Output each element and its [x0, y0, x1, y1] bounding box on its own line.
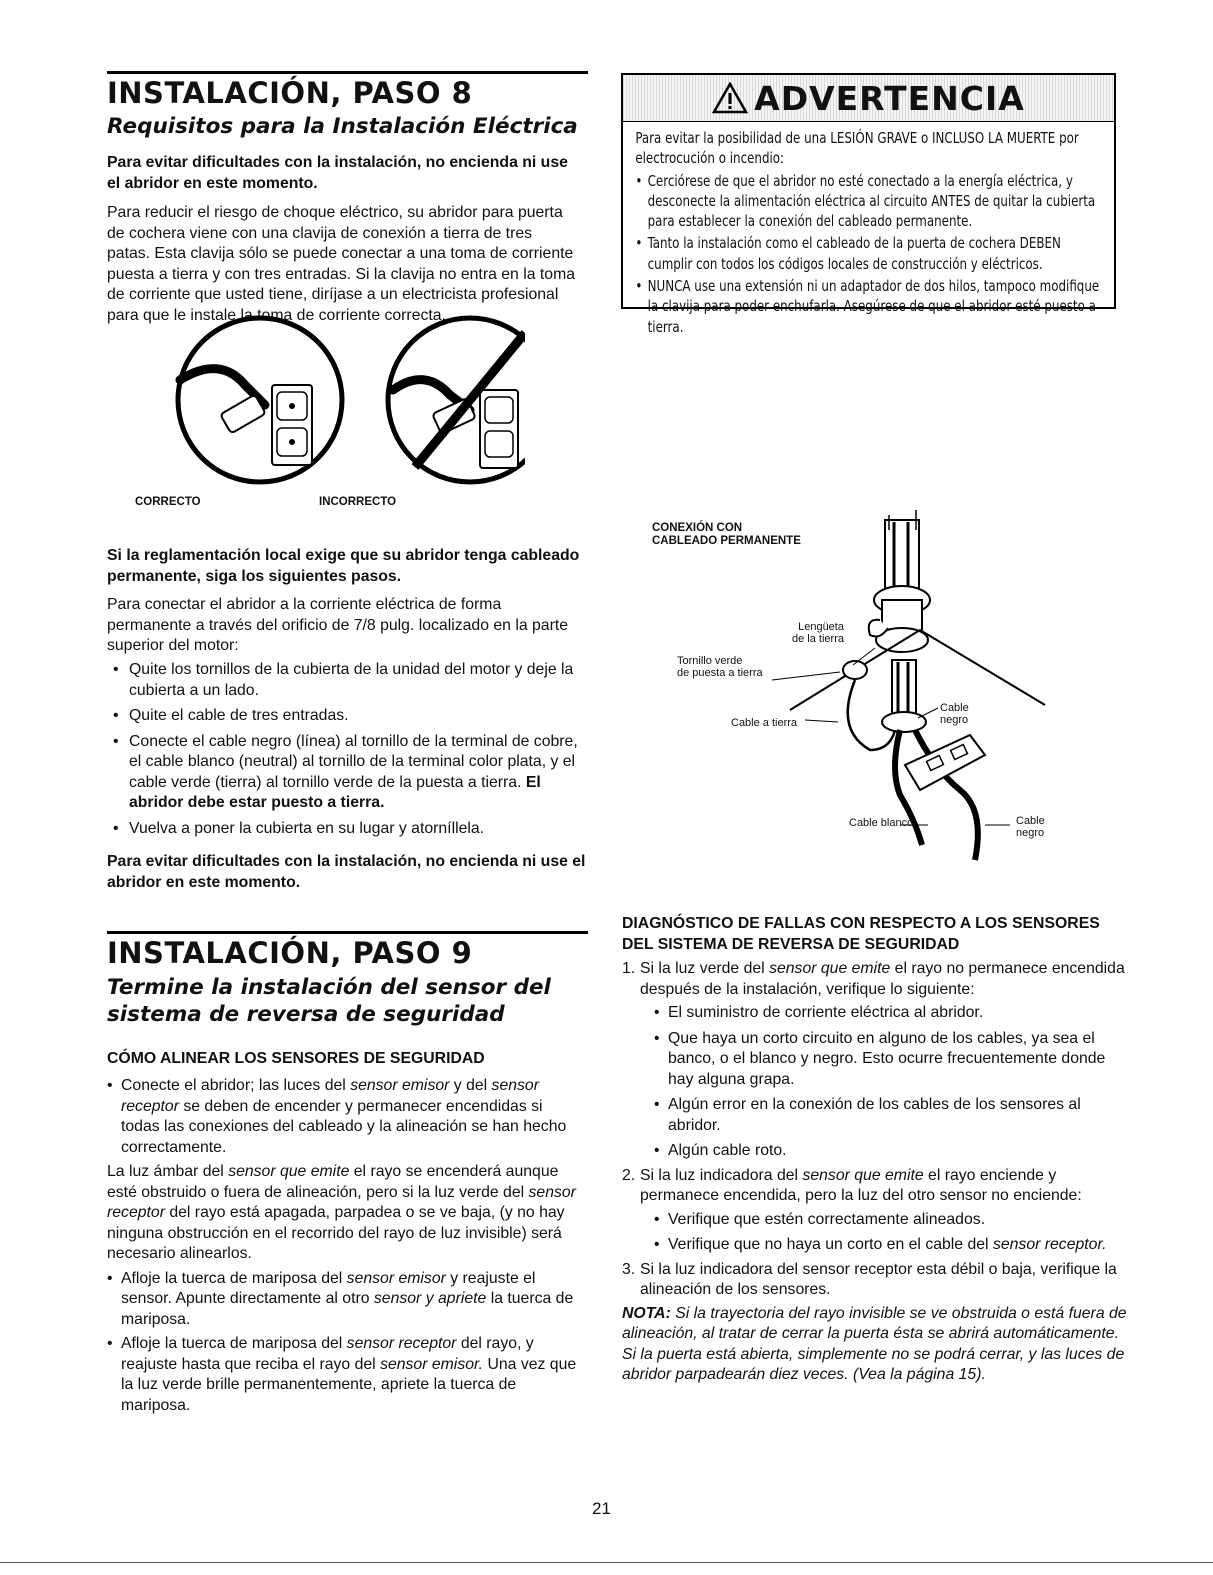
diag-note: [622, 1304, 1127, 1386]
wiring-diagram: [660, 500, 1060, 870]
diag-sub-4: • Algún cable roto.: [654, 1141, 1127, 1162]
align-paragraph: [107, 1162, 585, 1265]
label-cable-negro-bottom-line2: negro: [1016, 827, 1045, 839]
label-cable-tierra: Cable a tierra: [731, 717, 798, 729]
warning-triangle-icon: [712, 82, 748, 114]
align-bullet-1: [107, 1076, 585, 1158]
step9-subtitle: [107, 974, 587, 1028]
plug-incorrect-label: INCORRECTO: [319, 496, 397, 508]
label-lengueta-line1: Lengüeta: [798, 621, 844, 633]
diag-item-2-subs: [622, 1210, 1127, 1256]
step8-bullet-3-bold: El abridor debe estar puesto a tierra.: [129, 773, 541, 811]
step8-bold-intro: Para evitar dificultades con la instalación, no encienda ni use el abridor en este momento.: [107, 154, 568, 192]
step8-para1: Para reducir el riesgo de choque eléctrico, su abridor para puerta de cochera viene con una clavija de conexión a tierra de tres patas. Esta clavija sólo se puede conectar a una toma de corriente puesta a tierra y con tres entradas. Si la clavija no entra en la toma de corriente que usted tiene, diríjase a un electricista profesional para que le instale la toma de corriente correcta.: [107, 204, 576, 324]
diag-item-2-text-b: el rayo enciende y permanece encendida, pero la luz del otro sensor no enciende:: [640, 1166, 1082, 1204]
align-b3-italic-1: sensor receptor: [346, 1335, 457, 1352]
diag-item-1: [622, 959, 1127, 1000]
align-b3-text-b: del rayo, y reajuste hasta que reciba el rayo del: [121, 1335, 534, 1373]
step8-bullet-2: • Quite el cable de tres entradas.: [107, 706, 587, 727]
step8-bullet-3-text: Conecte el cable negro (línea) al tornillo de la terminal de cobre, el cable blanco (neutral) al tornillo de la terminal color plata, y el cable verde (tierra) al tornillo verde de la puesta a tierra.: [129, 732, 578, 791]
label-tornillo-line2: de puesta a tierra: [677, 667, 763, 679]
warning-title: ADVERTENCIA: [754, 78, 1025, 118]
step8-bullet-3: [107, 732, 587, 814]
label-tornillo-line1: Tornillo verde: [677, 655, 743, 667]
step8-para2: Para conectar el abridor a la corriente eléctrica de forma permanente a través del orificio de 7/8 pulg. localizado en la parte superior del motor:: [107, 596, 569, 654]
align-b2-italic-1: sensor emisor: [346, 1269, 446, 1287]
diag-item-3-number: 3.: [622, 1260, 636, 1278]
warning-body: [623, 122, 1109, 337]
diag-sub-5: • Verifique que estén correctamente alineados.: [654, 1210, 1127, 1231]
step8-subtitle: Requisitos para la Instalación Eléctrica: [107, 114, 578, 139]
step9-subtitle-line1: Termine la instalación del sensor del: [107, 975, 551, 1000]
correct-plug-figure: [178, 318, 342, 482]
align-heading: CÓMO ALINEAR LOS SENSORES DE SEGURIDAD: [107, 1050, 485, 1067]
plug-illustration: [125, 285, 525, 525]
diag-item-3: [622, 1260, 1127, 1301]
step9-subtitle-line2: sistema de reversa de seguridad: [107, 1002, 505, 1027]
align-p-italic-2: sensor receptor: [107, 1183, 576, 1221]
align-b2-text-a: Afloje la tuerca de mariposa del: [121, 1269, 347, 1287]
wiring-title-line2: CABLEADO PERMANENTE: [652, 535, 801, 547]
align-b2-text-b: y reajuste el sensor. Apunte directamente al otro: [121, 1269, 536, 1307]
warning-item-2: • Tanto la instalación como el cableado de la puerta de cochera DEBEN cumplir con todos los códigos locales de construcción y eléctricos.: [635, 233, 1100, 274]
diag-sub-3: • Algún error en la conexión de los cables de los sensores al abridor.: [654, 1095, 1127, 1136]
align-p-text-a: La luz ámbar del: [107, 1163, 229, 1180]
align-b3-text-c: Una vez que la luz verde brille permanentemente, apriete la tuerca de mariposa.: [121, 1355, 577, 1414]
diag-sub-1: • El suministro de corriente eléctrica al abridor.: [654, 1003, 1127, 1024]
diag-item-1-text-b: el rayo no permanece encendida después de la instalación, verifique lo siguiente:: [640, 960, 1125, 998]
wiring-title: [652, 522, 801, 548]
diag-item-1-subs: [622, 1003, 1127, 1162]
label-cable-negro-bottom-line1: Cable: [1016, 815, 1045, 827]
warning-box: [621, 73, 1116, 336]
step8-bullet-1: • Quite los tornillos de la cubierta de la unidad del motor y deje la cubierta a un lado.: [107, 660, 587, 701]
step8-bullet-4: • Vuelva a poner la cubierta en su lugar y atorníllela.: [107, 819, 587, 840]
align-b2-text-c: la tuerca de mariposa.: [121, 1290, 574, 1328]
warning-item-1: • Cerciórese de que el abridor no esté conectado a la energía eléctrica, y desconecte la alimentación eléctrica al circuito ANTES de quitar la cubierta para establecer la conexión del cableado permanente.: [635, 171, 1100, 232]
align-b1-italic-1: sensor emisor: [350, 1077, 450, 1094]
bottom-rule: [0, 1562, 1213, 1563]
diagnostics-list: [622, 959, 1127, 1386]
align-bullet-3: [107, 1334, 585, 1416]
step9-body: [107, 1076, 585, 1416]
diag-sub-6-text: Verifique que no haya un corto en el cable del: [668, 1236, 993, 1253]
diag-item-3-text: Si la luz indicadora del sensor receptor esta débil o baja, verifique la alineación de los sensores.: [640, 1260, 1117, 1298]
diag-item-2: [622, 1166, 1127, 1207]
align-b1-text-c: se deben de encender y permanecer encendidas si todas las conexiones del cableado y la alineación se han hecho correctamente.: [121, 1097, 567, 1156]
label-cable-negro-top-line1: Cable: [940, 702, 969, 714]
diag-item-1-italic: sensor que emite: [769, 960, 891, 977]
align-p-text-b: el rayo se encenderá aunque esté obstruido o fuera de alineación, pero si la luz verde del: [107, 1163, 559, 1201]
diag-sub-6-italic: sensor receptor.: [992, 1236, 1107, 1253]
align-b1-italic-2: sensor receptor: [121, 1077, 539, 1115]
align-bullet-2: [107, 1269, 585, 1331]
step8-title: INSTALACIÓN, PASO 8: [107, 76, 473, 110]
label-cable-negro-top-line2: negro: [940, 714, 969, 726]
diagnostics-heading: DIAGNÓSTICO DE FALLAS CON RESPECTO A LOS SENSORES DEL SISTEMA DE REVERSA DE SEGURIDAD: [622, 915, 1100, 953]
diag-sub-2: • Que haya un corto circuito en alguno de los cables, ya sea el banco, o el blanco y negro. Esto ocurre frecuentemente donde hay alguna grapa.: [654, 1029, 1127, 1091]
plug-correct-label: CORRECTO: [135, 496, 201, 508]
incorrect-plug-figure: [388, 318, 525, 482]
diag-item-2-number: 2.: [622, 1166, 636, 1184]
diag-sub-6: [654, 1235, 1127, 1256]
label-tornillo: [677, 655, 763, 679]
step9-top-rule: [107, 931, 588, 934]
page-number: 21: [592, 1499, 611, 1518]
diag-item-1-text-a: Si la luz verde del: [640, 960, 770, 977]
step8-bold-outro: Para evitar dificultades con la instalación, no encienda ni use el abridor en este momento.: [107, 853, 586, 891]
align-b1-text-a: Conecte el abridor; las luces del: [121, 1077, 351, 1094]
label-lengueta: [792, 621, 844, 645]
warning-intro: Para evitar la posibilidad de una LESIÓN GRAVE o INCLUSO LA MUERTE por electrocución o incendio:: [635, 129, 1079, 168]
step8-bold-permanent: Si la reglamentación local exige que su abridor tenga cableado permanente, siga los siguientes pasos.: [107, 547, 580, 585]
align-p-text-c: del rayo está apagada, parpadea o se ve baja, (y no hay ninguna obstrucción en el recorrido del rayo de luz invisible) será necesario alinearlos.: [107, 1204, 565, 1262]
label-lengueta-line2: de la tierra: [792, 633, 844, 645]
step9-title: INSTALACIÓN, PASO 9: [107, 936, 473, 970]
align-p-italic-1: sensor que emite: [228, 1163, 350, 1180]
diag-item-1-number: 1.: [622, 960, 636, 977]
diag-item-2-text-a: Si la luz indicadora del: [640, 1166, 803, 1184]
align-b3-italic-2: sensor emisor.: [380, 1355, 484, 1373]
align-b1-text-b: y del: [449, 1077, 492, 1094]
step8-top-rule: [107, 71, 588, 74]
diag-item-2-italic: sensor que emite: [802, 1166, 924, 1184]
warning-item-3: • NUNCA use una extensión ni un adaptador de dos hilos, tampoco modifique la clavija para poder enchufarla. Asegúrese de que el abridor esté puesto a tierra.: [635, 276, 1100, 337]
label-cable-blanco: Cable blanco: [849, 817, 914, 829]
warning-header: [623, 75, 1114, 122]
label-cable-negro-top: [940, 702, 969, 726]
label-cable-negro-bottom: [1016, 815, 1045, 839]
step8-bullet-list: [107, 660, 587, 839]
diag-note-label: NOTA:: [622, 1304, 671, 1322]
diag-note-text: Si la trayectoria del rayo invisible se ve obstruida o está fuera de alineación, al tratar de cerrar la puerta ésta se abrirá automáticamente. Si la puerta está abierta, simplemente no se podrá cerrar, y las luces de abridor parpadearán diez veces. (Vea la página 15).: [622, 1304, 1127, 1383]
align-b3-text-a: Afloje la tuerca de mariposa del: [121, 1335, 347, 1352]
wiring-title-line1: CONEXIÓN CON: [652, 522, 743, 534]
align-b2-italic-2: sensor y apriete: [373, 1290, 487, 1307]
